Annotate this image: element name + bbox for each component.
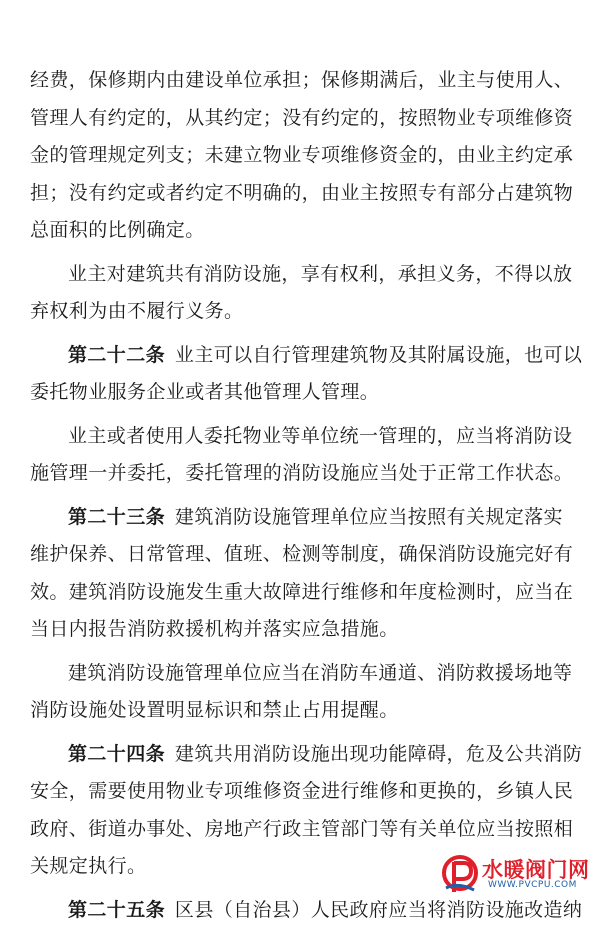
site-watermark (440, 852, 598, 898)
watermark-site-name: 水暖阀门网 (482, 854, 590, 884)
document-page (30, 62, 578, 929)
text-line (30, 736, 578, 774)
paragraph (30, 256, 578, 331)
text-line (30, 62, 578, 100)
text-line (30, 611, 578, 649)
text-line (30, 337, 578, 375)
text-line (30, 374, 578, 412)
watermark-url: WWW.PVCPU.COM (488, 880, 577, 890)
line-text: 金的管理规定列支；未建立物业专项维修资金的，由业主约定承 (30, 144, 573, 166)
paragraph (30, 337, 578, 412)
text-line (30, 293, 578, 331)
line-text: 政府、街道办事处、房地产行政主管部门等有关单位应当按照相 (30, 818, 573, 840)
article-number: 第二十二条 (68, 344, 165, 366)
paragraph (30, 499, 578, 649)
line-text: 管理人有约定的，从其约定；没有约定的，按照物业专项维修资 (30, 107, 573, 129)
line-text: 效。建筑消防设施发生重大故障进行维修和年度检测时，应当在 (30, 581, 573, 603)
text-line (30, 536, 578, 574)
text-line (30, 212, 578, 250)
text-line (30, 455, 578, 493)
line-text: 施管理一并委托，委托管理的消防设施应当处于正常工作状态。 (30, 462, 573, 484)
line-text: 关规定执行。 (30, 855, 146, 877)
paragraph (30, 418, 578, 493)
article-number: 第二十三条 (68, 506, 165, 528)
line-text: 业主或者使用人委托物业等单位统一管理的，应当将消防设 (68, 425, 572, 447)
text-line (30, 499, 578, 537)
article-number: 第二十五条 (68, 899, 165, 921)
line-text: 担；没有约定或者约定不明确的，由业主按照专有部分占建筑物 (30, 182, 573, 204)
text-line (30, 418, 578, 456)
text-line (30, 811, 578, 849)
text-line (30, 773, 578, 811)
line-text: 区县（自治县）人民政府应当将消防设施改造纳 (175, 899, 582, 921)
watermark-logo-icon (440, 852, 480, 898)
line-text: 当日内报告消防救援机构并落实应急措施。 (30, 618, 399, 640)
text-line (30, 256, 578, 294)
paragraph (30, 62, 578, 250)
text-line (30, 655, 578, 693)
line-text: 经费，保修期内由建设单位承担；保修期满后，业主与使用人、 (30, 69, 573, 91)
line-text: 弃权利为由不履行义务。 (30, 300, 243, 322)
text-line (30, 175, 578, 213)
line-text: 建筑消防设施管理单位应当在消防车通道、消防救援场地等 (68, 662, 572, 684)
paragraph (30, 655, 578, 730)
text-line (30, 137, 578, 175)
text-line (30, 692, 578, 730)
line-text: 安全，需要使用物业专项维修资金进行维修和更换的，乡镇人民 (30, 780, 573, 802)
line-text: 消防设施处设置明显标识和禁止占用提醒。 (30, 699, 399, 721)
line-text: 建筑消防设施管理单位应当按照有关规定落实 (175, 506, 563, 528)
line-text: 总面积的比例确定。 (30, 219, 205, 241)
text-line (30, 574, 578, 612)
article-number: 第二十四条 (68, 743, 165, 765)
text-line (30, 100, 578, 138)
line-text: 委托物业服务企业或者其他管理人管理。 (30, 381, 379, 403)
line-text: 业主可以自行管理建筑物及其附属设施，也可以 (175, 344, 582, 366)
line-text: 业主对建筑共有消防设施，享有权利，承担义务，不得以放 (68, 263, 572, 285)
line-text: 维护保养、日常管理、值班、检测等制度，确保消防设施完好有 (30, 543, 573, 565)
line-text: 建筑共用消防设施出现功能障碍，危及公共消防 (175, 743, 582, 765)
